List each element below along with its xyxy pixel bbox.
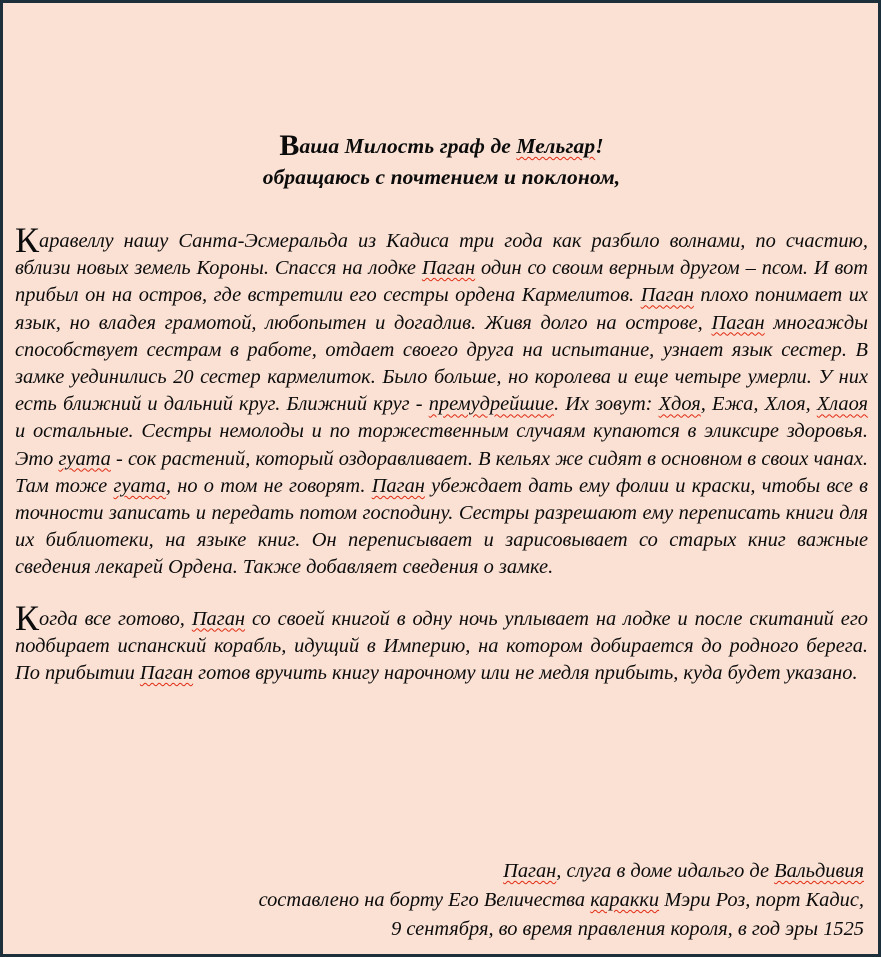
letter-inner <box>3 3 878 954</box>
text-run: один со своим верным другом – псом. И вот прибыл он на остров, где встретили его сестры ордена Кармелитов. <box>15 257 869 307</box>
salutation-misspelled-word: Мельгар <box>516 134 596 158</box>
text-run: 9 сентября, во время правления короля, в год эры 1525 <box>391 918 864 940</box>
salutation-line-2: обращаюсь с почтением и поклоном, <box>262 164 621 189</box>
paragraph-initial: К <box>15 597 39 638</box>
text-run: многажды способствует сестрам в работе, отдает своего друга на испытание, узнает язык сестер. В замке уединились 20 сестер кармелиток. Было больше, но королева и еще четыре умерли. У них есть ближний и дальний круг. Ближний круг - <box>15 311 868 416</box>
text-run: , но о том не говорят. <box>165 474 372 497</box>
misspelled-word: Хлаоя <box>816 393 869 416</box>
text-run: со своей книгой в одну ночь уплывает на лодке и после скитаний его подбирает испанский корабль, идущий в Империю, на котором добирается до родного берега. По прибытии <box>15 607 868 685</box>
paragraph-2 <box>15 597 868 688</box>
misspelled-word: Вальдивия <box>774 860 864 882</box>
misspelled-word: Паган <box>191 607 246 630</box>
text-run: , слуга в доме идальго де <box>556 860 775 882</box>
text-run: . Их зовут: <box>554 393 659 416</box>
misspelled-word: гуата <box>58 447 111 470</box>
salutation-line-1-text: аша Милость граф де <box>299 134 517 158</box>
salutation-initial: В <box>279 129 300 162</box>
misspelled-word: гуата <box>113 474 166 497</box>
text-run: Мэри Роз, порт Кадис, <box>659 889 864 911</box>
misspelled-word: премудрейшие <box>428 393 555 416</box>
text-run: аравеллу нашу Санта-Эсмеральда из Кадиса три года как разбило волнами, по счастию, вблизи новых земель Короны. Спасся на лодке <box>15 230 868 280</box>
signature-line-2 <box>15 886 864 915</box>
misspelled-word: Паган <box>711 311 765 334</box>
misspelled-word: каракки <box>590 889 660 911</box>
letter-body <box>15 220 869 687</box>
paragraph-1 <box>15 220 869 582</box>
signature-block <box>15 857 868 944</box>
text-run: убеждает дать ему фолии и краски, чтобы все в точности записать и передать потом господину. Сестры разрешают ему переписать книги для их библиотеки, на языке книг. Он переписывает и зарисовывает со старых книг важные сведения лекарей Ордена. Также добавляет сведения о замке. <box>15 474 868 579</box>
paragraph-initial: К <box>15 220 39 261</box>
text-run: составлено на борту Его Величества <box>258 889 591 911</box>
misspelled-word: Паган <box>421 257 476 280</box>
text-run: - сок растений, который оздоравливает. В кельях же сидят в основном в своих чанах. Там тоже <box>15 447 868 497</box>
salutation-line-1-tail: ! <box>595 134 604 158</box>
text-run: и остальные. Сестры немолоды и по торжественным случаям купаются в эликсире здоровья. Это <box>15 420 868 470</box>
signature-line-1 <box>15 857 864 886</box>
misspelled-word: Паган <box>139 662 194 685</box>
text-run: огда все готово, <box>39 607 192 630</box>
misspelled-word: Паган <box>503 860 557 882</box>
text-run: , Ежа, Хлоя, <box>700 393 817 416</box>
misspelled-word: Паган <box>371 474 425 497</box>
text-run: готов вручить книгу нарочному или не медля прибыть, куда будет указано. <box>193 662 858 685</box>
signature-line-3 <box>15 915 864 944</box>
misspelled-word: Хдоя <box>658 393 701 416</box>
misspelled-word: Паган <box>640 284 694 307</box>
salutation-line-1 <box>15 131 868 162</box>
salutation-block <box>15 131 868 192</box>
text-run: плохо понимает их язык, но владея грамотой, любопытен и догадлив. Живя долго на острове, <box>15 284 868 334</box>
